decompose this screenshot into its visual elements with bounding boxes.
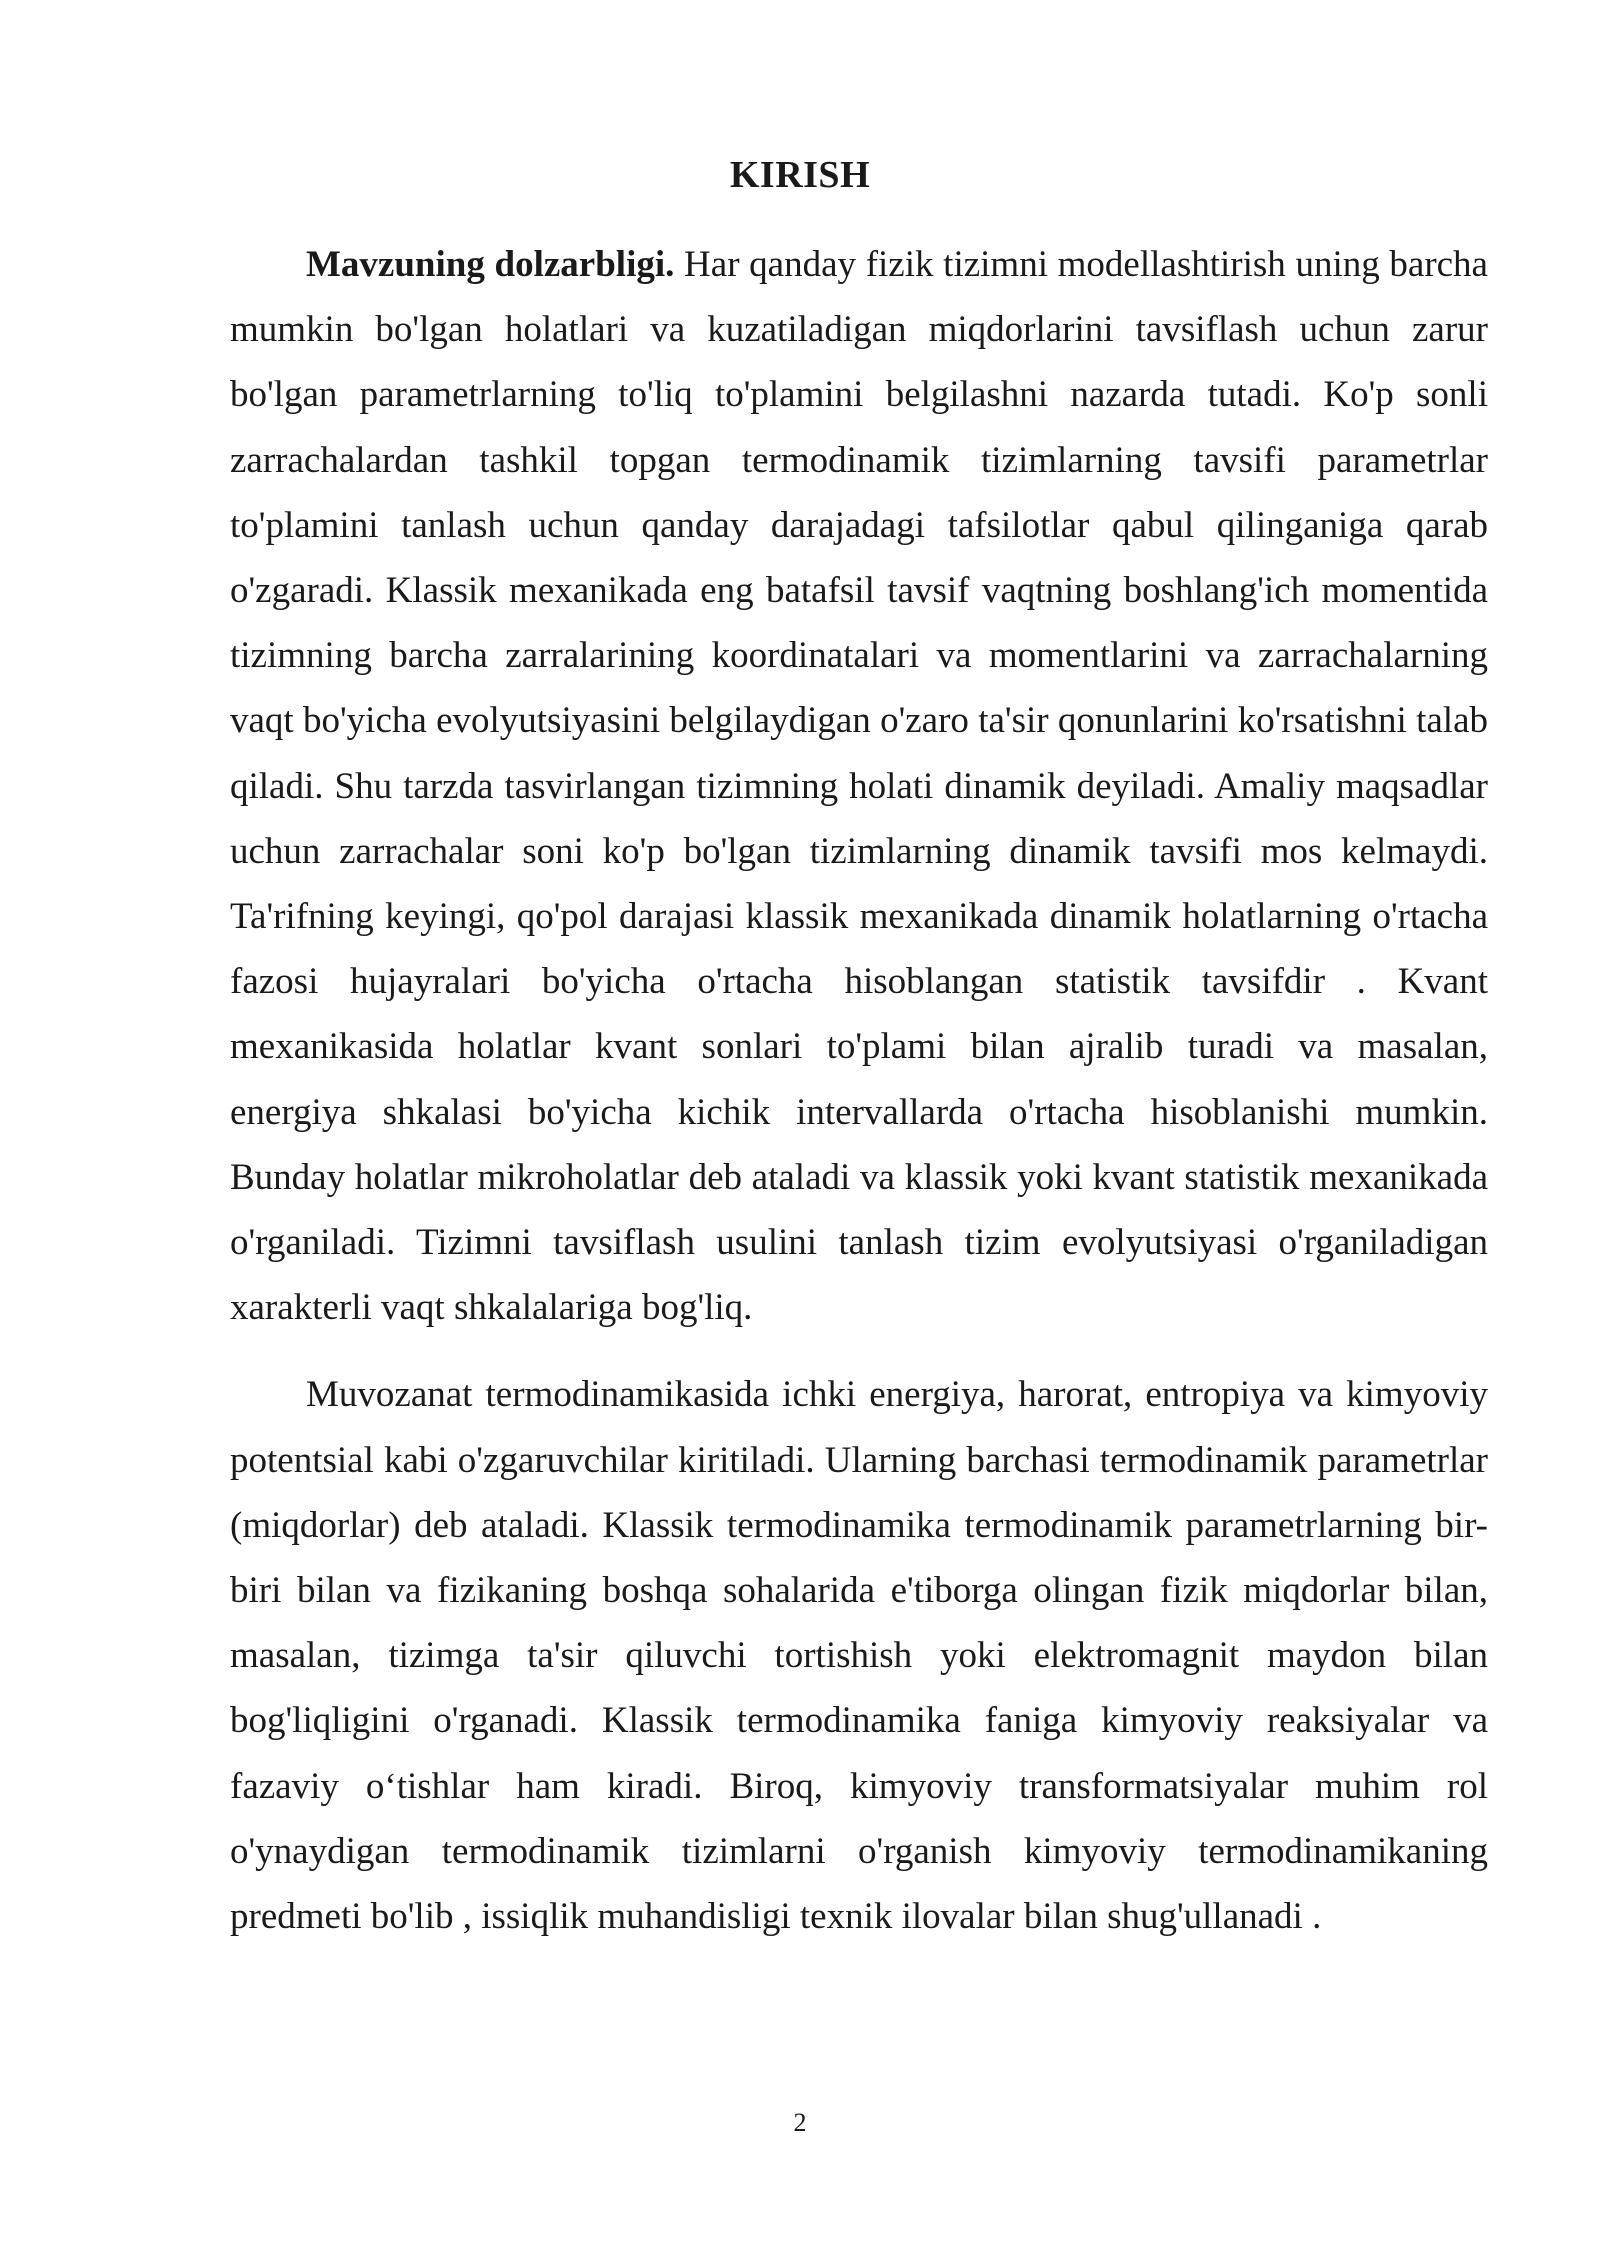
document-body — [230, 232, 1488, 1949]
paragraph-thermodynamics — [230, 1362, 1488, 1949]
page-title: KIRISH — [729, 154, 871, 196]
page-number: 2 — [793, 2108, 807, 2137]
paragraph-text: Har qanday fizik tizimni modellashtirish uning barcha mumkin bo'lgan holatlari va kuzatiladigan miqdorlarini tavsiflash uchun zarur bo'lgan parametrlarning to'liq to'plamini belgilashni nazarda tutadi. Ko'p sonli zarrachalardan tashkil topgan termodinamik tizimlarning tavsifi parametrlar to'plamini tanlash uchun qanday darajadagi tafsilotlar qabul qilinganiga qarab o'zgaradi. Klassik mexanikada eng batafsil tavsif vaqtning boshlang'ich momentida tizimning barcha zarralarining koordinatalari va momentlarini va zarrachalarning vaqt bo'yicha evolyutsiyasini belgilaydigan o'zaro ta'sir qonunlarini ko'rsatishni talab qiladi. Shu tarzda tasvirlangan tizimning holati dinamik deyiladi. Amaliy maqsadlar uchun zarrachalar soni ko'p bo'lgan tizimlarning dinamik tavsifi mos kelmaydi. Ta'rifning keyingi, qo'pol darajasi klassik mexanikada dinamik holatlarning o'rtacha fazosi hujayralari bo'yicha o'rtacha hisoblangan statistik tavsifdir . Kvant mexanikasida holatlar kvant sonlari to'plami bilan ajralib turadi va masalan, energiya shkalasi bo'yicha kichik intervallarda o'rtacha hisoblanishi mumkin. Bunday holatlar mikroholatlar deb ataladi va klassik yoki kvant statistik mexanikada o'rganiladi. Tizimni tavsiflash usulini tanlash tizim evolyutsiyasi o'rganiladigan xarakterli vaqt shkalalariga bog'liq. — [230, 244, 1488, 1329]
paragraph-text: Muvozanat termodinamikasida ichki energiya, harorat, entropiya va kimyoviy potentsial kabi o'zgaruvchilar kiritiladi. Ularning barchasi termodinamik parametrlar (miqdorlar) deb ataladi. Klassik termodinamika termodinamik parametrlarning bir-biri bilan va fizikaning boshqa sohalarida e'tiborga olingan fizik miqdorlar bilan, masalan, tizimga ta'sir qiluvchi tortishish yoki elektromagnit maydon bilan bog'liqligini o'rganadi. Klassik termodinamika faniga kimyoviy reaksiyalar va fazaviy o‘tishlar ham kiradi. Biroq, kimyoviy transformatsiyalar muhim rol o'ynaydigan termodinamik tizimlarni o'rganish kimyoviy termodinamikaning predmeti bo'lib , issiqlik muhandisligi texnik ilovalar bilan shug'ullanadi . — [230, 1374, 1488, 1938]
paragraph-relevance — [230, 232, 1488, 1340]
paragraph-lead-heading: Mavzuning dolzarbligi. — [306, 244, 675, 285]
